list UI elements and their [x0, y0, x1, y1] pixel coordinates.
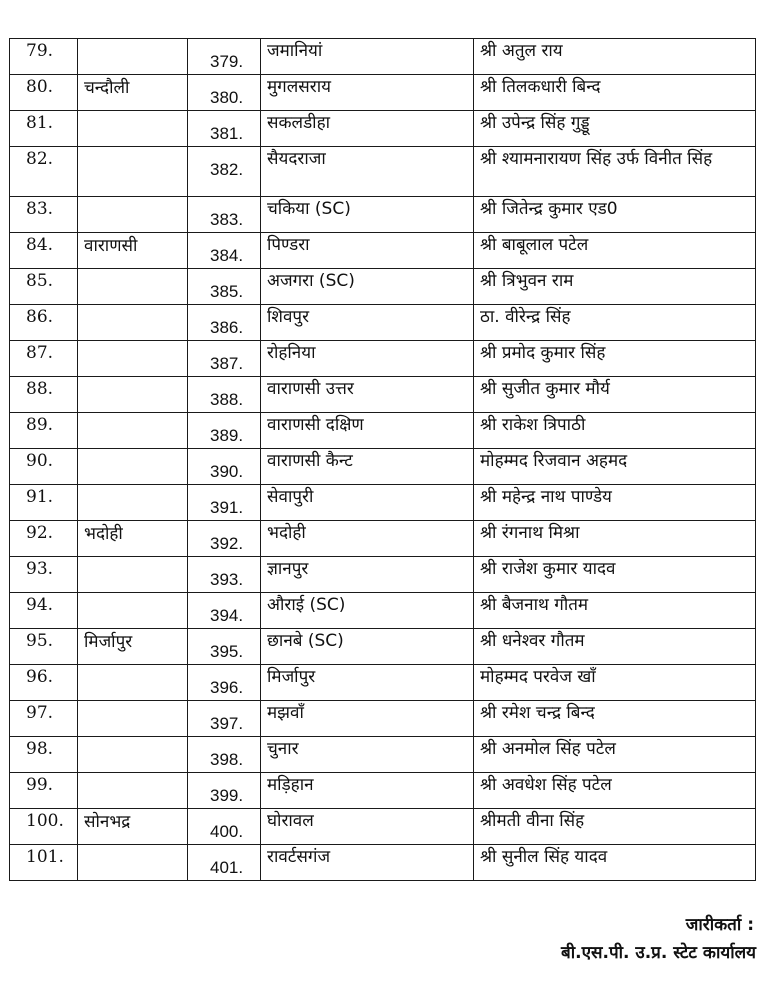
candidate-name-cell: श्रीमती वीना सिंह: [474, 809, 756, 845]
serial-number-cell: 90.: [10, 449, 78, 485]
serial-number-cell: 99.: [10, 773, 78, 809]
table-row: [10, 111, 756, 147]
district-cell: [78, 197, 188, 233]
constituency-number-cell: 399.: [188, 773, 261, 809]
constituency-number-cell: 389.: [188, 413, 261, 449]
district-cell: [78, 665, 188, 701]
serial-number-cell: 93.: [10, 557, 78, 593]
district-cell: [78, 305, 188, 341]
table-row: [10, 39, 756, 75]
candidate-name-cell: मोहम्मद रिजवान अहमद: [474, 449, 756, 485]
constituency-number-cell: 381.: [188, 111, 261, 147]
serial-number-cell: 81.: [10, 111, 78, 147]
constituency-number-cell: 393.: [188, 557, 261, 593]
constituency-number-cell: 382.: [188, 147, 261, 197]
constituency-name-cell: छानबे (SC): [261, 629, 474, 665]
table-row: [10, 845, 756, 881]
serial-number-cell: 101.: [10, 845, 78, 881]
constituency-number-cell: 386.: [188, 305, 261, 341]
district-cell: [78, 773, 188, 809]
table-row: [10, 449, 756, 485]
constituency-number-cell: 387.: [188, 341, 261, 377]
candidate-name-cell: श्री राजेश कुमार यादव: [474, 557, 756, 593]
candidate-name-cell: श्री महेन्द्र नाथ पाण्डेय: [474, 485, 756, 521]
table-row: [10, 305, 756, 341]
constituency-number-cell: 394.: [188, 593, 261, 629]
table-row: [10, 269, 756, 305]
serial-number-cell: 92.: [10, 521, 78, 557]
district-cell: [78, 111, 188, 147]
constituency-number-cell: 384.: [188, 233, 261, 269]
table-row: [10, 413, 756, 449]
serial-number-cell: 97.: [10, 701, 78, 737]
district-cell: [78, 39, 188, 75]
constituency-name-cell: वाराणसी उत्तर: [261, 377, 474, 413]
district-cell: [78, 269, 188, 305]
constituency-name-cell: शिवपुर: [261, 305, 474, 341]
table-row: [10, 341, 756, 377]
candidate-name-cell: श्री अतुल राय: [474, 39, 756, 75]
district-cell: [78, 557, 188, 593]
constituency-number-cell: 380.: [188, 75, 261, 111]
constituency-number-cell: 390.: [188, 449, 261, 485]
district-cell: [78, 737, 188, 773]
district-cell: [78, 449, 188, 485]
constituency-name-cell: अजगरा (SC): [261, 269, 474, 305]
district-cell: [78, 341, 188, 377]
constituency-name-cell: चुनार: [261, 737, 474, 773]
serial-number-cell: 83.: [10, 197, 78, 233]
serial-number-cell: 87.: [10, 341, 78, 377]
district-cell: [78, 147, 188, 197]
candidate-name-cell: श्री श्यामनारायण सिंह उर्फ विनीत सिंह: [474, 147, 756, 197]
constituency-name-cell: जमानियां: [261, 39, 474, 75]
constituency-number-cell: 388.: [188, 377, 261, 413]
constituency-name-cell: पिण्डरा: [261, 233, 474, 269]
constituency-name-cell: रावर्टसगंज: [261, 845, 474, 881]
constituency-number-cell: 400.: [188, 809, 261, 845]
table-row: [10, 233, 756, 269]
table-row: [10, 593, 756, 629]
constituency-name-cell: वाराणसी कैन्ट: [261, 449, 474, 485]
candidate-table: [9, 38, 756, 881]
table-row: [10, 521, 756, 557]
district-cell: चन्दौली: [78, 75, 188, 111]
issuer-label: जारीकर्ता :: [685, 915, 754, 935]
district-cell: [78, 485, 188, 521]
candidate-name-cell: श्री उपेन्द्र सिंह गुड्डू: [474, 111, 756, 147]
candidate-name-cell: श्री सुजीत कुमार मौर्य: [474, 377, 756, 413]
constituency-name-cell: वाराणसी दक्षिण: [261, 413, 474, 449]
table-row: [10, 773, 756, 809]
candidate-name-cell: श्री बैजनाथ गौतम: [474, 593, 756, 629]
issuer-name: बी.एस.पी. उ.प्र. स्टेट कार्यालय: [561, 943, 756, 963]
serial-number-cell: 95.: [10, 629, 78, 665]
constituency-name-cell: मुगलसराय: [261, 75, 474, 111]
district-cell: वाराणसी: [78, 233, 188, 269]
candidate-name-cell: श्री सुनील सिंह यादव: [474, 845, 756, 881]
constituency-name-cell: घोरावल: [261, 809, 474, 845]
serial-number-cell: 89.: [10, 413, 78, 449]
constituency-name-cell: मिर्जापुर: [261, 665, 474, 701]
constituency-number-cell: 401.: [188, 845, 261, 881]
candidate-name-cell: मोहम्मद परवेज खाँ: [474, 665, 756, 701]
candidate-name-cell: श्री धनेश्वर गौतम: [474, 629, 756, 665]
candidate-name-cell: श्री अनमोल सिंह पटेल: [474, 737, 756, 773]
constituency-name-cell: मड़िहान: [261, 773, 474, 809]
district-cell: [78, 701, 188, 737]
table-row: [10, 809, 756, 845]
table-row: [10, 701, 756, 737]
serial-number-cell: 84.: [10, 233, 78, 269]
constituency-name-cell: सेवापुरी: [261, 485, 474, 521]
candidate-table-body: [10, 39, 756, 881]
constituency-name-cell: औराई (SC): [261, 593, 474, 629]
district-cell: [78, 377, 188, 413]
constituency-number-cell: 379.: [188, 39, 261, 75]
table-row: [10, 485, 756, 521]
serial-number-cell: 91.: [10, 485, 78, 521]
constituency-number-cell: 392.: [188, 521, 261, 557]
table-row: [10, 377, 756, 413]
candidate-name-cell: श्री अवधेश सिंह पटेल: [474, 773, 756, 809]
serial-number-cell: 88.: [10, 377, 78, 413]
constituency-name-cell: रोहनिया: [261, 341, 474, 377]
table-row: [10, 629, 756, 665]
constituency-name-cell: भदोही: [261, 521, 474, 557]
district-cell: भदोही: [78, 521, 188, 557]
constituency-number-cell: 398.: [188, 737, 261, 773]
serial-number-cell: 98.: [10, 737, 78, 773]
table-row: [10, 197, 756, 233]
constituency-number-cell: 385.: [188, 269, 261, 305]
constituency-number-cell: 397.: [188, 701, 261, 737]
serial-number-cell: 82.: [10, 147, 78, 197]
serial-number-cell: 86.: [10, 305, 78, 341]
serial-number-cell: 85.: [10, 269, 78, 305]
district-cell: मिर्जापुर: [78, 629, 188, 665]
district-cell: [78, 845, 188, 881]
district-cell: [78, 413, 188, 449]
candidate-name-cell: श्री त्रिभुवन राम: [474, 269, 756, 305]
constituency-number-cell: 383.: [188, 197, 261, 233]
serial-number-cell: 96.: [10, 665, 78, 701]
serial-number-cell: 100.: [10, 809, 78, 845]
constituency-name-cell: सकलडीहा: [261, 111, 474, 147]
table-row: [10, 557, 756, 593]
table-row: [10, 75, 756, 111]
candidate-name-cell: श्री बाबूलाल पटेल: [474, 233, 756, 269]
serial-number-cell: 94.: [10, 593, 78, 629]
serial-number-cell: 79.: [10, 39, 78, 75]
table-row: [10, 147, 756, 197]
district-cell: सोनभद्र: [78, 809, 188, 845]
constituency-name-cell: मझवाँ: [261, 701, 474, 737]
candidate-name-cell: श्री जितेन्द्र कुमार एड0: [474, 197, 756, 233]
constituency-number-cell: 396.: [188, 665, 261, 701]
candidate-name-cell: श्री रमेश चन्द्र बिन्द: [474, 701, 756, 737]
serial-number-cell: 80.: [10, 75, 78, 111]
constituency-number-cell: 395.: [188, 629, 261, 665]
table-row: [10, 737, 756, 773]
constituency-name-cell: चकिया (SC): [261, 197, 474, 233]
constituency-number-cell: 391.: [188, 485, 261, 521]
candidate-name-cell: श्री प्रमोद कुमार सिंह: [474, 341, 756, 377]
table-row: [10, 665, 756, 701]
candidate-name-cell: ठा. वीरेन्द्र सिंह: [474, 305, 756, 341]
constituency-name-cell: ज्ञानपुर: [261, 557, 474, 593]
candidate-name-cell: श्री राकेश त्रिपाठी: [474, 413, 756, 449]
candidate-name-cell: श्री तिलकधारी बिन्द: [474, 75, 756, 111]
candidate-name-cell: श्री रंगनाथ मिश्रा: [474, 521, 756, 557]
constituency-name-cell: सैयदराजा: [261, 147, 474, 197]
district-cell: [78, 593, 188, 629]
